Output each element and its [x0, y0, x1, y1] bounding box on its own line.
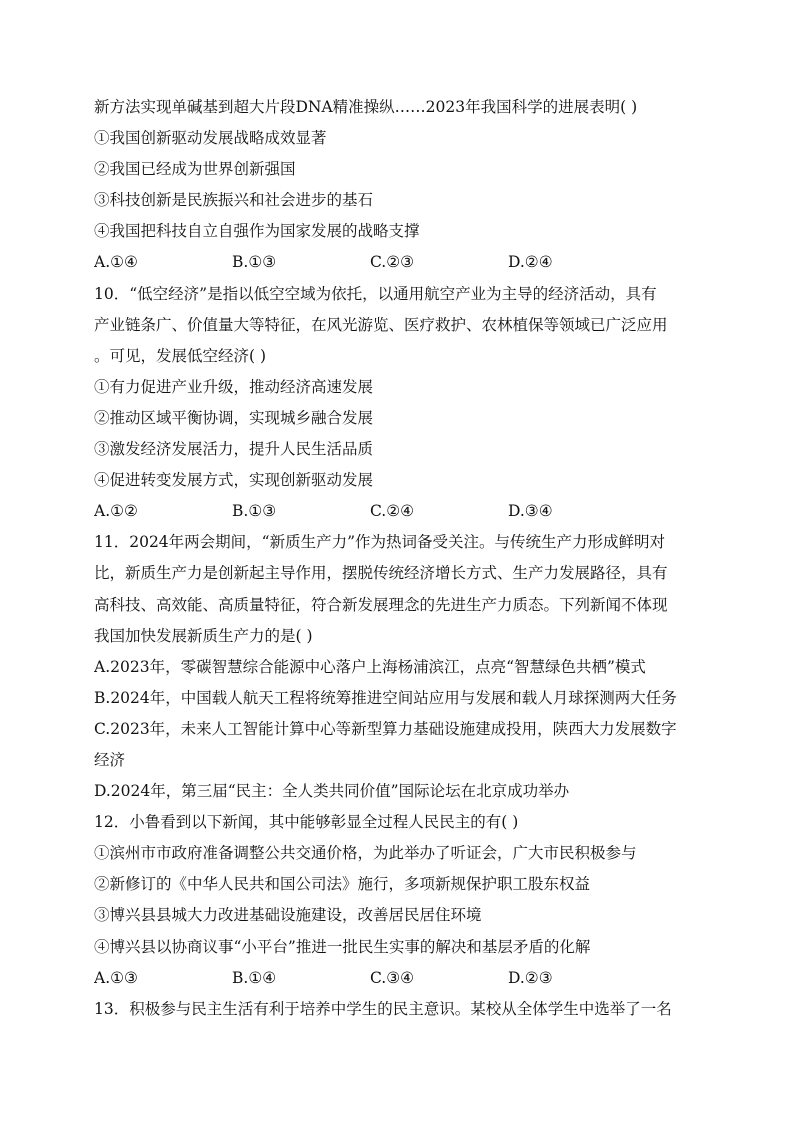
- q12-statement-3: ③博兴县县城大力改进基础设施建设，改善居民居住环境: [94, 906, 482, 925]
- q9-statement-2: ②我国已经成为世界创新强国: [94, 160, 296, 179]
- q10-option-b: B.①③: [232, 502, 277, 521]
- q10-stem-line-2: 产业链条广、价值量大等特征，在风光游览、医疗救护、农林植保等领域已广泛应用: [94, 315, 668, 334]
- q11-stem-line-1: 11．2024年两会期间，“新质生产力”作为热词备受关注。与传统生产力形成鲜明对: [94, 533, 666, 552]
- q9-statement-1: ①我国创新驱动发展战略成效显著: [94, 129, 327, 148]
- q11-stem-line-4: 我国加快发展新质生产力的是( ): [94, 626, 313, 645]
- q12-stem-line: 12．小鲁看到以下新闻，其中能够彰显全过程人民民主的有( ): [94, 813, 519, 832]
- q10-statement-2: ②推动区域平衡协调，实现城乡融合发展: [94, 408, 374, 427]
- q9-option-b: B.①③: [232, 253, 277, 272]
- q12-statement-2: ②新修订的《中华人民共和国公司法》施行，多项新规保护职工股东权益: [94, 875, 591, 894]
- q11-option-c-cont: 经济: [94, 750, 126, 769]
- q9-statement-4: ④我国把科技自立自强作为国家发展的战略支撑: [94, 222, 420, 241]
- q10-option-c: C.②④: [370, 502, 415, 521]
- q12-option-a: A.①③: [94, 968, 138, 987]
- q10-stem-line-3: 。可见，发展低空经济( ): [94, 346, 267, 365]
- q12-option-d: D.②③: [508, 968, 553, 987]
- q11-stem-line-2: 比，新质生产力是创新起主导作用，摆脱传统经济增长方式、生产力发展路径，具有: [94, 564, 668, 583]
- q9-statement-3: ③科技创新是民族振兴和社会进步的基石: [94, 191, 374, 210]
- q12-statement-1: ①滨州市市政府准备调整公共交通价格，为此举办了听证会，广大市民积极参与: [94, 844, 637, 863]
- q10-stem-line-1: 10．“低空经济”是指以低空空域为依托，以通用航空产业为主导的经济活动，具有: [94, 284, 657, 303]
- exam-page: [94, 92, 700, 1025]
- q11-option-a: A.2023年，零碳智慧综合能源中心落户上海杨浦滨江，点亮“智慧绿色共栖”模式: [94, 657, 646, 676]
- q9-options: [94, 247, 700, 278]
- q10-statement-1: ①有力促进产业升级，推动经济高速发展: [94, 377, 374, 396]
- q12-option-c: C.③④: [370, 968, 415, 987]
- q10-statement-3: ③激发经济发展活力，提升人民生活品质: [94, 440, 374, 459]
- q11-option-d: D.2024年，第三届“民主：全人类共同价值”国际论坛在北京成功举办: [94, 782, 570, 801]
- q12-option-b: B.①④: [232, 968, 277, 987]
- q13-stem-line: 13．积极参与民主生活有利于培养中学生的民主意识。某校从全体学生中选举了一名: [94, 999, 672, 1018]
- q9-option-a: A.①④: [94, 253, 138, 272]
- q9-stem-line: 新方法实现单碱基到超大片段DNA精准操纵……2023年我国科学的进展表明( ): [94, 98, 638, 116]
- q10-statement-4: ④促进转变发展方式，实现创新驱动发展: [94, 471, 374, 490]
- q12-options: [94, 963, 700, 994]
- q11-stem-line-3: 高科技、高效能、高质量特征，符合新发展理念的先进生产力质态。下列新闻不体现: [94, 595, 668, 614]
- q11-option-c: C.2023年，未来人工智能计算中心等新型算力基础设施建成投用，陕西大力发展数字: [94, 719, 677, 738]
- q10-option-a: A.①②: [94, 502, 138, 521]
- q12-statement-4: ④博兴县以协商议事“小平台”推进一批民生实事的解决和基层矛盾的化解: [94, 937, 591, 956]
- q10-options: [94, 496, 700, 527]
- q9-option-c: C.②③: [370, 253, 415, 272]
- q10-option-d: D.③④: [508, 502, 553, 521]
- q9-option-d: D.②④: [508, 253, 553, 272]
- q11-option-b: B.2024年，中国载人航天工程将统筹推进空间站应用与发展和载人月球探测两大任务: [94, 688, 677, 707]
